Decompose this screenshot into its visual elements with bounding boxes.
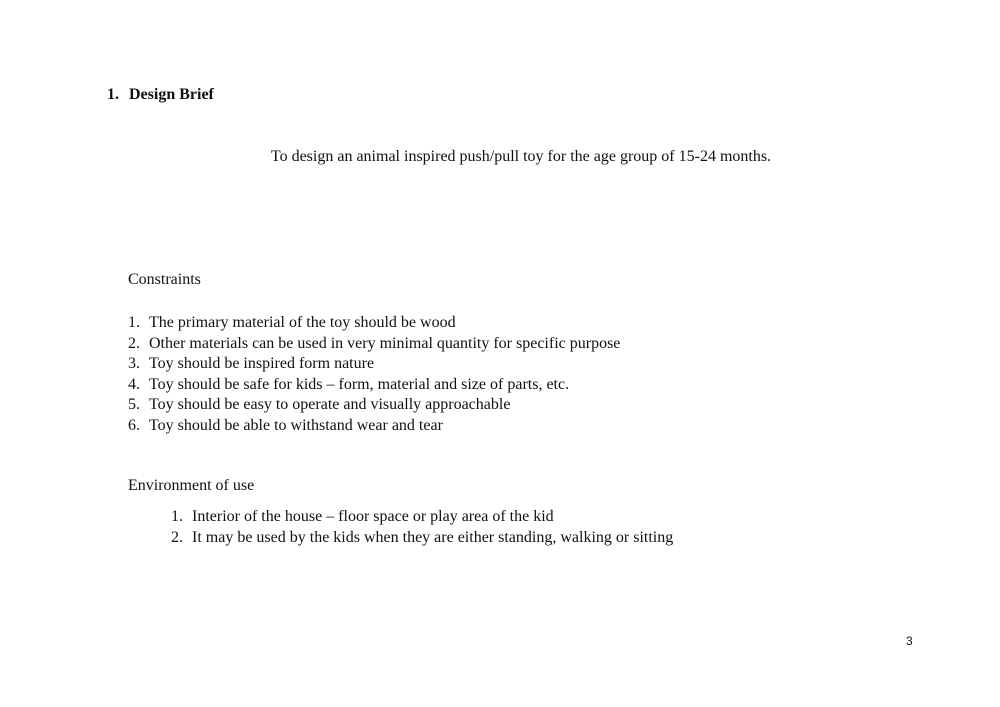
list-item-text: Interior of the house – floor space or play area of the kid (192, 508, 554, 525)
list-item-number: 3. (128, 355, 140, 373)
list-item-text: Toy should be able to withstand wear and tear (149, 416, 443, 434)
section-number: 1. (107, 86, 119, 103)
list-item (171, 507, 673, 528)
list-item (128, 375, 620, 396)
constraints-list (128, 313, 620, 437)
list-item (128, 395, 620, 416)
list-item (128, 313, 620, 334)
list-item-text: Toy should be inspired form nature (149, 355, 375, 373)
list-item-text: Other materials can be used in very minimal quantity for specific purpose (149, 334, 621, 352)
list-item (171, 528, 673, 549)
section-heading (107, 86, 214, 104)
list-item-text: Toy should be safe for kids – form, material and size of parts, etc. (149, 375, 570, 393)
list-item (128, 354, 620, 375)
constraints-title: Constraints (128, 271, 201, 288)
page-number: 3 (906, 634, 913, 648)
list-item-number: 6. (128, 416, 140, 434)
list-item-number: 1. (128, 314, 140, 331)
list-item (128, 334, 620, 355)
list-item-number: 2. (128, 334, 140, 352)
section-title: Design Brief (129, 86, 214, 103)
list-item-number: 2. (171, 528, 183, 546)
list-item-text: Toy should be easy to operate and visually approachable (149, 396, 511, 414)
list-item-number: 4. (128, 375, 140, 393)
list-item-number: 5. (128, 396, 140, 414)
list-item (128, 416, 620, 437)
list-item-text: The primary material of the toy should be wood (149, 314, 456, 331)
environment-list (171, 507, 673, 548)
list-item-number: 1. (171, 508, 183, 525)
environment-title: Environment of use (128, 477, 255, 494)
list-item-text: It may be used by the kids when they are either standing, walking or sitting (192, 528, 674, 546)
design-brief-statement: To design an animal inspired push/pull toy for the age group of 15-24 months. (270, 148, 772, 165)
